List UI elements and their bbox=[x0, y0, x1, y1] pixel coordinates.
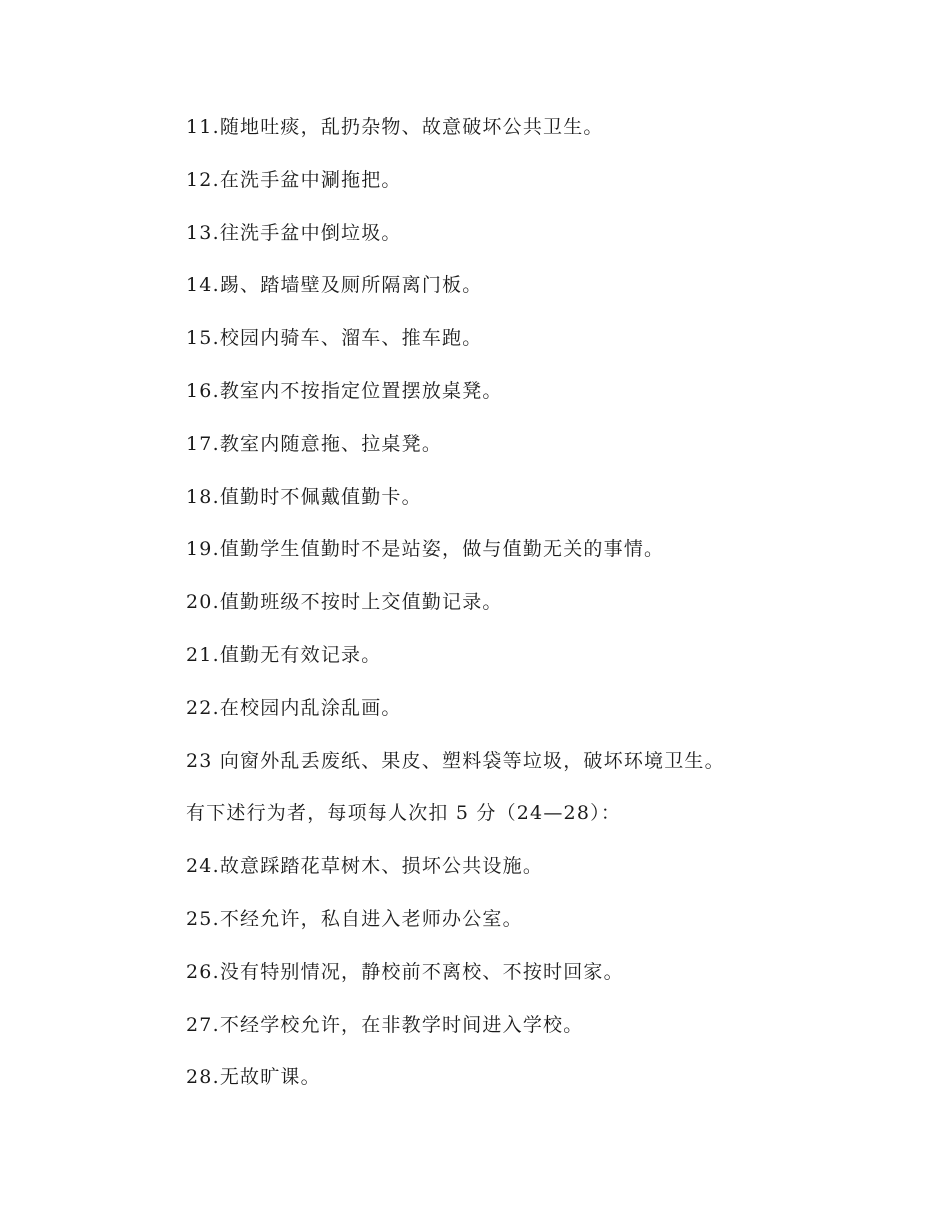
rule-line-27: 27.不经学校允许，在非教学时间进入学校。 bbox=[186, 1013, 584, 1036]
rule-line-13: 13.往洗手盆中倒垃圾。 bbox=[186, 221, 402, 244]
rule-line-12: 12.在洗手盆中涮拖把。 bbox=[186, 168, 402, 191]
rule-line-24: 24.故意踩踏花草树木、损坏公共设施。 bbox=[186, 855, 544, 878]
rule-line-28: 28.无故旷课。 bbox=[186, 1066, 321, 1089]
rule-line-14: 14.踢、踏墙壁及厕所隔离门板。 bbox=[186, 274, 483, 297]
rule-line-16: 16.教室内不按指定位置摆放桌凳。 bbox=[186, 379, 503, 402]
rule-line-18: 18.值勤时不佩戴值勤卡。 bbox=[186, 485, 422, 508]
rule-line-23: 23 向窗外乱丢废纸、果皮、塑料袋等垃圾，破坏环境卫生。 bbox=[186, 749, 725, 772]
section-heading-deduction-5: 有下述行为者，每项每人次扣 5 分（24—28）： bbox=[186, 802, 622, 825]
rule-line-21: 21.值勤无有效记录。 bbox=[186, 643, 382, 666]
rule-line-15: 15.校园内骑车、溜车、推车跑。 bbox=[186, 327, 483, 350]
rule-line-26: 26.没有特别情况，静校前不离校、不按时回家。 bbox=[186, 960, 624, 983]
rule-list bbox=[186, 112, 906, 1115]
rule-line-11: 11.随地吐痰，乱扔杂物、故意破坏公共卫生。 bbox=[186, 116, 604, 138]
rule-line-20: 20.值勤班级不按时上交值勤记录。 bbox=[186, 591, 503, 614]
rule-line-17: 17.教室内随意拖、拉桌凳。 bbox=[186, 432, 443, 455]
rule-line-19: 19.值勤学生值勤时不是站姿，做与值勤无关的事情。 bbox=[186, 538, 665, 561]
rule-line-22: 22.在校园内乱涂乱画。 bbox=[186, 696, 402, 719]
rule-line-25: 25.不经允许，私自进入老师办公室。 bbox=[186, 907, 523, 930]
